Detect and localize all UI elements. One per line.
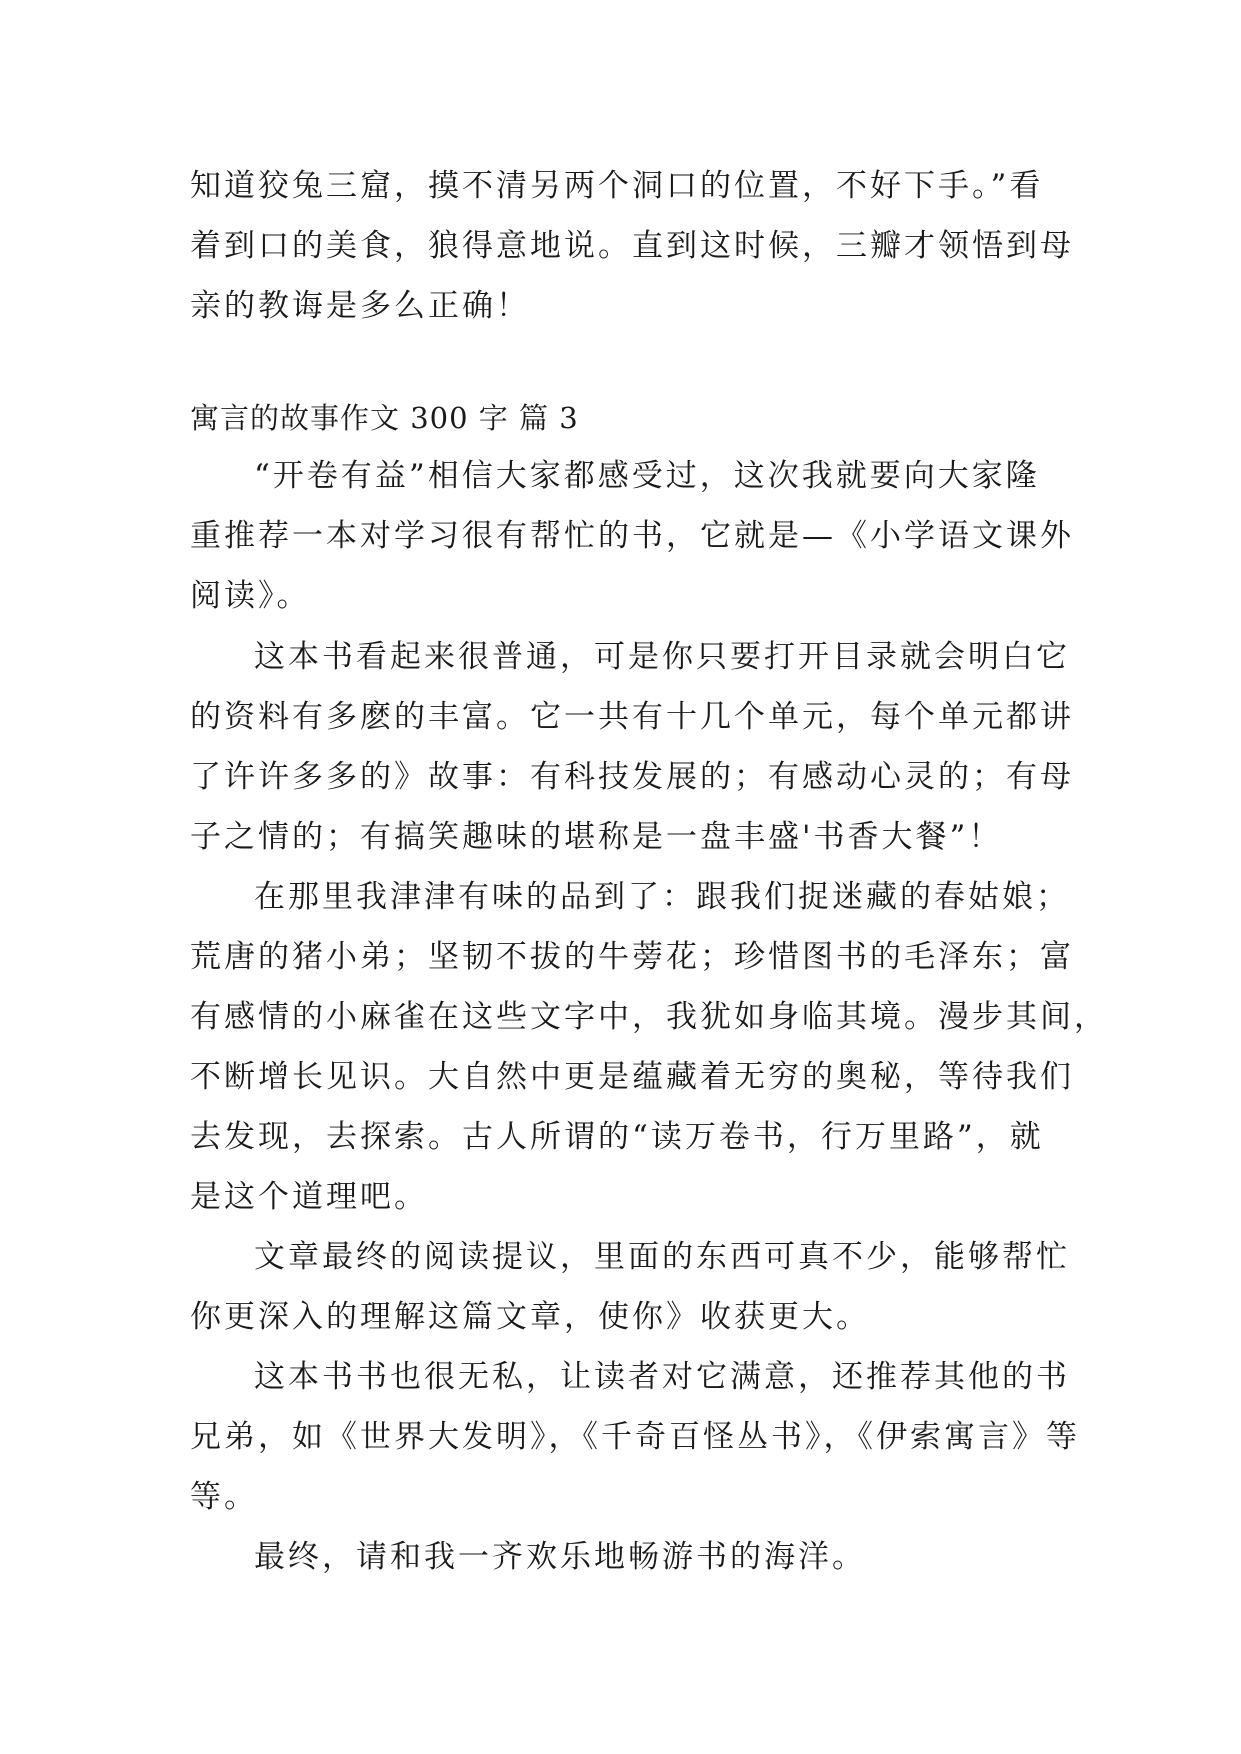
text-line: “开卷有益”相信大家都感受过，这次我就要向大家隆 <box>254 458 1040 494</box>
text-line: 重推荐一本对学习很有帮忙的书，它就是—《小学语文课外 <box>190 518 1074 554</box>
text-line: 着到口的美食，狼得意地说。直到这时候，三瓣才领悟到母 <box>190 228 1074 264</box>
text-line: 文章最终的阅读提议，里面的东西可真不少，能够帮忙 <box>254 1239 1070 1275</box>
text-line: 的资料有多麽的丰富。它一共有十几个单元，每个单元都讲 <box>190 699 1074 735</box>
text-line: 是这个道理吧。 <box>190 1179 428 1215</box>
text-line: 阅读》。 <box>190 578 311 614</box>
text-line: 你更深入的理解这篇文章，使你》收获更大。 <box>190 1299 870 1335</box>
text-line: 这本书看起来很普通，可是你只要打开目录就会明白它 <box>254 639 1070 675</box>
text-line: 子之情的；有搞笑趣味的堪称是一盘丰盛'书香大餐”！ <box>190 819 1003 855</box>
text-line: 兄弟，如《世界大发明》，《千奇百怪丛书》，《伊索寓言》等 <box>190 1419 1080 1455</box>
text-line: 不断增长见识。大自然中更是蕴藏着无穷的奥秘，等待我们 <box>190 1059 1074 1095</box>
text-line: 知道狡兔三窟，摸不清另两个洞口的位置，不好下手。”看 <box>190 168 1044 204</box>
text-line: 有感情的小麻雀在这些文字中，我犹如身临其境。漫步其间， <box>190 999 1108 1035</box>
section-title: 寓言的故事作文 300 字 篇 3 <box>190 401 579 435</box>
text-line: 这本书书也很无私，让读者对它满意，还推荐其他的书 <box>254 1359 1070 1395</box>
text-line: 亲的教诲是多么正确！ <box>190 288 530 324</box>
text-line: 荒唐的猪小弟；坚韧不拔的牛蒡花；珍惜图书的毛泽东；富 <box>190 939 1074 975</box>
text-line: 等。 <box>190 1479 258 1515</box>
text-line: 最终，请和我一齐欢乐地畅游书的海洋。 <box>254 1539 866 1575</box>
text-line: 在那里我津津有味的品到了：跟我们捉迷藏的春姑娘； <box>254 879 1070 915</box>
text-line: 去发现，去探索。古人所谓的“读万卷书，行万里路”，就 <box>190 1119 1044 1155</box>
text-line: 了许许多多的》故事：有科技发展的；有感动心灵的；有母 <box>190 759 1074 795</box>
